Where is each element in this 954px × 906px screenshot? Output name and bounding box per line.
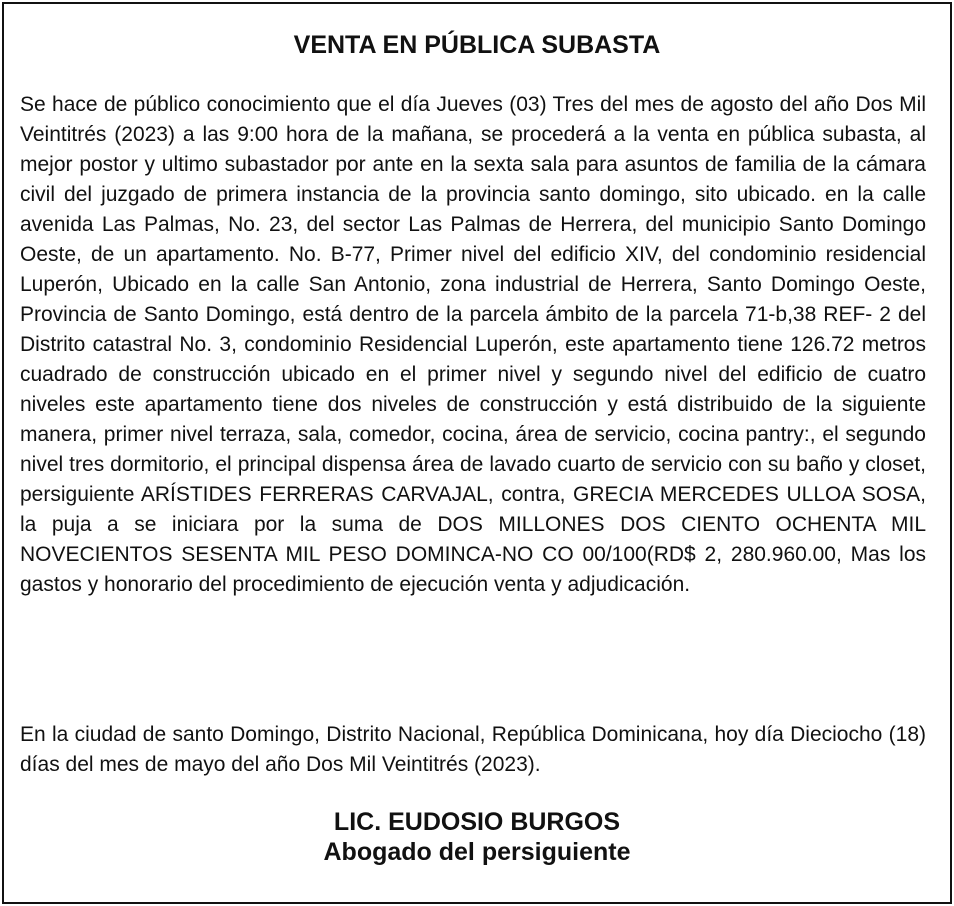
- notice-closing-paragraph: En la ciudad de santo Domingo, Distrito Nacional, República Dominicana, hoy día Dieciocho (18) días del mes de mayo del año Dos Mil Veintitrés (2023).: [20, 723, 926, 776]
- notice-title: VENTA EN PÚBLICA SUBASTA: [293, 31, 661, 59]
- signatory-name: LIC. EUDOSIO BURGOS: [333, 808, 621, 836]
- signatory-role: Abogado del persiguiente: [323, 838, 631, 866]
- notice-body-paragraph: Se hace de público conocimiento que el día Jueves (03) Tres del mes de agosto del año Dos Mil Veintitrés (2023) a las 9:00 hora de la mañana, se procederá a la venta en pública subasta, al mejor postor y ultimo subastador por ante en la sexta sala para asuntos de familia de la cámara civil del juzgado de primera instancia de la provincia santo domingo, sito ubicado. en la calle avenida Las Palmas, No. 23, del sector Las Palmas de Herrera, del municipio Santo Domingo Oeste, de un apartamento. No. B-77, Primer nivel del edificio XIV, del condominio residencial Luperón, Ubicado en la calle San Antonio, zona industrial de Herrera, Santo Domingo Oeste, Provincia de Santo Domingo, está dentro de la parcela ámbito de la parcela 71-b,38 REF- 2 del Distrito catastral No. 3, condominio Residencial Luperón, este apartamento tiene 126.72 metros cuadrado de construcción ubicado en el primer nivel y segundo nivel del edificio de cuatro niveles este apartamento tiene dos niveles de construcción y está distribuido de la siguiente manera, primer nivel terraza, sala, comedor, cocina, área de servicio, cocina pantry:, el segundo nivel tres dormitorio, el principal dispensa área de lavado cuarto de servicio con su baño y closet, persiguiente ARÍSTIDES FERRERAS CARVAJAL, contra, GRECIA MERCEDES ULLOA SOSA, la puja a se iniciara por la suma de DOS MILLONES DOS CIENTO OCHENTA MIL NOVECIENTOS SESENTA MIL PESO DOMINCA-NO CO 00/100(RD$ 2, 280.960.00, Mas los gastos y honorario del procedimiento de ejecución venta y adjudicación.: [20, 93, 926, 596]
